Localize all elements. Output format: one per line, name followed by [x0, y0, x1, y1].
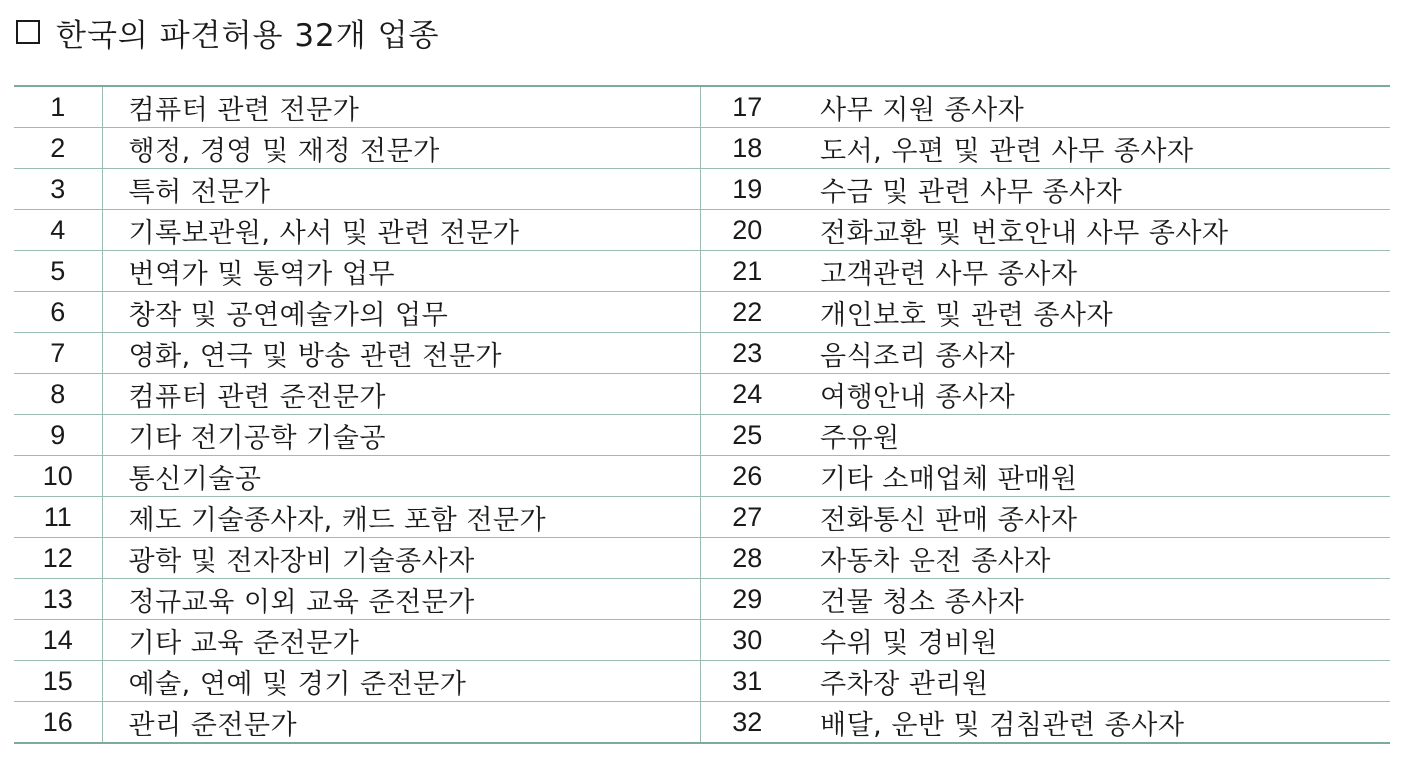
item-number: 14 — [14, 620, 102, 661]
item-name: 배달, 운반 및 검침관련 종사자 — [820, 709, 1185, 741]
table-row — [14, 415, 1390, 456]
item-name: 전화통신 판매 종사자 — [794, 497, 1390, 538]
page-title-row — [16, 12, 439, 52]
item-number: 26 — [700, 456, 794, 497]
item-number: 7 — [14, 333, 102, 374]
item-name: 관리 준전문가 — [102, 702, 700, 743]
item-name: 영화, 연극 및 방송 관련 전문가 — [102, 333, 700, 374]
item-number: 8 — [14, 374, 102, 415]
item-number: 28 — [700, 538, 794, 579]
item-name: 정규교육 이외 교육 준전문가 — [102, 579, 700, 620]
square-bullet-icon — [16, 20, 40, 44]
item-name: 행정, 경영 및 재정 전문가 — [102, 128, 700, 169]
item-name: 건물 청소 종사자 — [794, 579, 1390, 620]
item-name: 기록보관원, 사서 및 관련 전문가 — [102, 210, 700, 251]
table-row — [14, 456, 1390, 497]
item-name: 컴퓨터 관련 전문가 — [102, 87, 700, 128]
item-number: 21 — [700, 251, 794, 292]
item-name: 기타 교육 준전문가 — [102, 620, 700, 661]
item-name: 수금 및 관련 사무 종사자 — [794, 169, 1390, 210]
item-number: 10 — [14, 456, 102, 497]
table-row — [14, 497, 1390, 538]
item-name: 주차장 관리원 — [794, 661, 1390, 702]
item-number: 22 — [700, 292, 794, 333]
item-name: 사무 지원 종사자 — [794, 87, 1390, 128]
item-name: 기타 소매업체 판매원 — [794, 456, 1390, 497]
item-number: 32 — [732, 706, 763, 737]
item-number: 2 — [14, 128, 102, 169]
page-title: 한국의 파견허용 32개 업종 — [56, 17, 440, 54]
item-number: 17 — [700, 87, 794, 128]
item-number: 12 — [14, 538, 102, 579]
item-number: 16 — [14, 702, 102, 743]
item-name: 자동차 운전 종사자 — [794, 538, 1390, 579]
item-name: 음식조리 종사자 — [794, 333, 1390, 374]
item-number: 24 — [700, 374, 794, 415]
item-number: 27 — [700, 497, 794, 538]
item-name: 컴퓨터 관련 준전문가 — [102, 374, 700, 415]
item-name: 도서, 우편 및 관련 사무 종사자 — [794, 128, 1390, 169]
table-row — [14, 251, 1390, 292]
item-name: 수위 및 경비원 — [794, 620, 1390, 661]
table-row — [14, 128, 1390, 169]
item-number: 6 — [14, 292, 102, 333]
table-row — [14, 210, 1390, 251]
item-number: 15 — [14, 661, 102, 702]
item-name: 번역가 및 통역가 업무 — [102, 251, 700, 292]
table-row — [14, 374, 1390, 415]
table-row — [14, 333, 1390, 374]
item-number: 9 — [14, 415, 102, 456]
table-row — [14, 169, 1390, 210]
table-row — [14, 87, 1390, 128]
item-number: 13 — [14, 579, 102, 620]
occupation-table-body — [14, 87, 1390, 742]
item-number: 25 — [700, 415, 794, 456]
item-name: 특허 전문가 — [102, 169, 700, 210]
item-name: 개인보호 및 관련 종사자 — [794, 292, 1390, 333]
item-number: 20 — [700, 210, 794, 251]
item-number: 1 — [14, 87, 102, 128]
item-number: 19 — [700, 169, 794, 210]
item-number: 23 — [700, 333, 794, 374]
item-name: 주유원 — [794, 415, 1390, 456]
item-name: 창작 및 공연예술가의 업무 — [102, 292, 700, 333]
item-number: 3 — [14, 169, 102, 210]
table-row — [14, 579, 1390, 620]
item-name: 전화교환 및 번호안내 사무 종사자 — [794, 210, 1390, 251]
table-row — [14, 292, 1390, 333]
item-number: 30 — [700, 620, 794, 661]
table-row — [14, 538, 1390, 579]
item-number: 11 — [14, 497, 102, 538]
item-number: 4 — [14, 210, 102, 251]
item-number: 29 — [700, 579, 794, 620]
item-name: 예술, 연예 및 경기 준전문가 — [102, 661, 700, 702]
item-number: 18 — [700, 128, 794, 169]
item-name: 여행안내 종사자 — [794, 374, 1390, 415]
item-name: 기타 전기공학 기술공 — [102, 415, 700, 456]
item-name: 통신기술공 — [102, 456, 700, 497]
item-number: 5 — [14, 251, 102, 292]
item-number: 31 — [700, 661, 794, 702]
item-name: 광학 및 전자장비 기술종사자 — [102, 538, 700, 579]
item-name: 제도 기술종사자, 캐드 포함 전문가 — [102, 497, 700, 538]
occupation-table — [14, 85, 1390, 744]
table-row — [14, 702, 1390, 743]
item-name: 고객관련 사무 종사자 — [794, 251, 1390, 292]
table-row — [14, 661, 1390, 702]
table-row — [14, 620, 1390, 661]
